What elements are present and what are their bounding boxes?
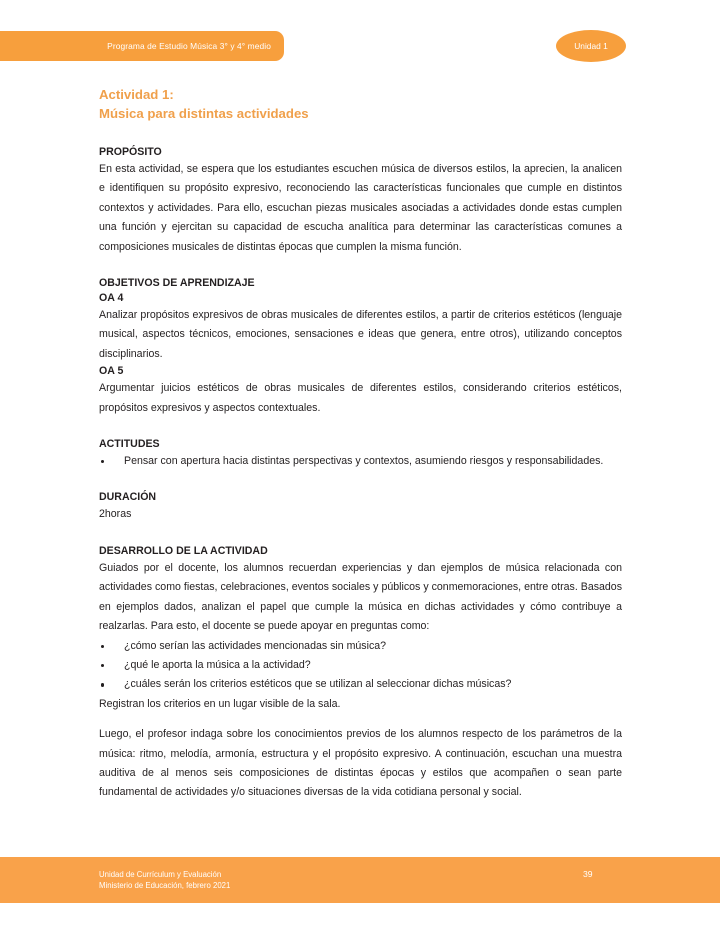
section-duracion bbox=[99, 490, 622, 524]
page-content bbox=[99, 0, 622, 803]
bullet-icon bbox=[101, 645, 104, 648]
footer-bar bbox=[0, 857, 720, 903]
proposito-heading: PROPÓSITO bbox=[99, 146, 162, 158]
duracion-value: 2horas bbox=[99, 508, 132, 521]
list-item-label: ¿cuáles serán los criterios estéticos que se utilizan al seleccionar dichas músicas? bbox=[124, 678, 512, 691]
spacer bbox=[99, 123, 622, 145]
oa5-text: Argumentar juicios estéticos de obras musicales de diferentes estilos, considerando criterios estéticos, propósitos expresivos y aspectos contextuales. bbox=[99, 382, 622, 414]
objetivos-heading: OBJETIVOS DE APRENDIZAJE bbox=[99, 277, 255, 290]
list-item bbox=[99, 637, 622, 656]
list-item-label: Pensar con apertura hacia distintas perspectivas y contextos, asumiendo riesgos y responsabilidades. bbox=[124, 455, 604, 468]
bullet-icon bbox=[101, 683, 104, 686]
section-proposito bbox=[99, 145, 622, 257]
footer-line-1: Unidad de Currículum y Evaluación bbox=[99, 870, 222, 879]
section-actitudes bbox=[99, 437, 622, 471]
actitudes-heading: ACTITUDES bbox=[99, 438, 160, 451]
actitudes-list bbox=[99, 452, 622, 471]
oa5-label: OA 5 bbox=[99, 365, 124, 378]
activity-title-line-2: Música para distintas actividades bbox=[99, 105, 309, 121]
duracion-heading: DURACIÓN bbox=[99, 491, 157, 504]
section-objetivos bbox=[99, 276, 622, 418]
desarrollo-questions-list bbox=[99, 637, 622, 695]
page-number: 39 bbox=[583, 869, 593, 879]
spacer bbox=[99, 257, 622, 276]
list-item-label: ¿cómo serían las actividades mencionadas sin música? bbox=[124, 639, 387, 652]
desarrollo-heading: DESARROLLO DE LA ACTIVIDAD bbox=[99, 544, 268, 557]
activity-title-line-1: Actividad 1: bbox=[99, 87, 174, 102]
desarrollo-intro: Guiados por el docente, los alumnos recuerdan experiencias y dan ejemplos de música relacionada con actividades como fiestas, celebraciones, eventos sociales y públicos y conmemoraciones, entre otras. Basados en ejemplos dados, analizan el papel que cumple la música en dichas actividades y cómo contribuye a realzarlas. Para esto, el docente se puede apoyar en preguntas como: bbox=[99, 561, 622, 633]
section-desarrollo bbox=[99, 544, 622, 803]
unit-badge-label: Unidad 1 bbox=[574, 41, 608, 51]
header-banner-label: Programa de Estudio Música 3° y 4° medio bbox=[107, 41, 271, 51]
spacer bbox=[99, 525, 622, 544]
footer-credits bbox=[99, 869, 230, 891]
list-item-label: ¿qué le aporta la música a la actividad? bbox=[124, 658, 311, 671]
desarrollo-after-questions: Registran los criterios en un lugar visible de la sala. bbox=[99, 697, 341, 710]
oa4-label: OA 4 bbox=[99, 292, 124, 305]
spacer bbox=[99, 418, 622, 437]
list-item bbox=[99, 675, 622, 694]
spacer bbox=[99, 471, 622, 490]
page-title bbox=[99, 0, 622, 123]
list-item bbox=[99, 656, 622, 675]
bullet-icon bbox=[101, 460, 104, 463]
spacer bbox=[99, 714, 622, 725]
oa4-text: Analizar propósitos expresivos de obras musicales de diferentes estilos, a partir de criterios estéticos (lenguaje musical, aspectos técnicos, emociones, sensaciones e ideas que genera, entre otros), utilizando conceptos disciplinarios. bbox=[99, 309, 622, 360]
footer-line-2: Ministerio de Educación, febrero 2021 bbox=[99, 881, 231, 890]
desarrollo-closing: Luego, el profesor indaga sobre los conocimientos previos de los alumnos respecto de los parámetros de la música: ritmo, melodía, armonía, estructura y el propósito expresivo. A continuación, escuchan una muestra auditiva de al menos seis composiciones de distintas épocas y estilos que acompañen o sean parte fundamental de actividades y/o situaciones diversas de la vida cotidiana personal y social. bbox=[99, 728, 622, 799]
list-item bbox=[99, 452, 622, 471]
proposito-text: En esta actividad, se espera que los estudiantes escuchen música de diversos estilos, la aprecien, la analicen e identifiquen su propósito expresivo, reconociendo las características funcionales que cumple en distintos contextos y actividades. Para ello, escuchan piezas musicales asociadas a actividades donde estas cumplen una función y ejercitan su capacidad de escucha analítica para determinar las características comunes a composiciones musicales de distintas épocas que cumplen la misma función. bbox=[99, 163, 622, 253]
bullet-icon bbox=[101, 664, 104, 667]
